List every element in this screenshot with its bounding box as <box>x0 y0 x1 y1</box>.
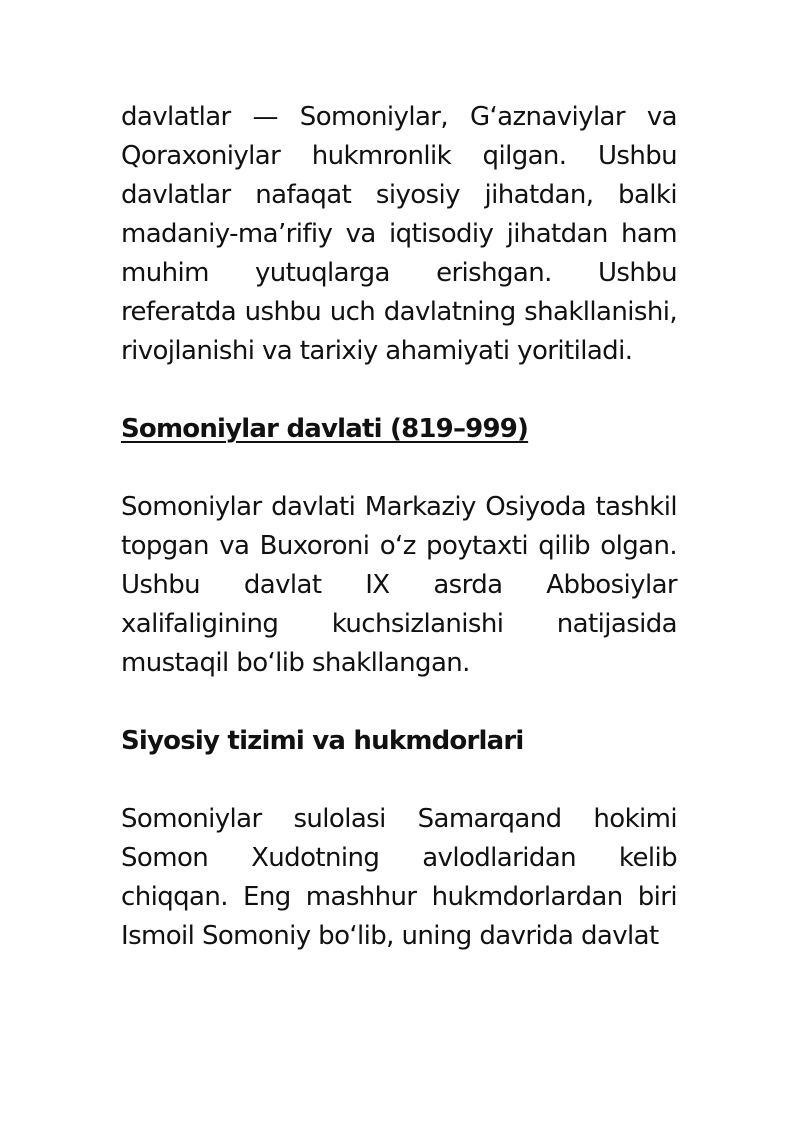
section-heading: Somoniylar davlati (819–999) <box>121 414 529 444</box>
subsection-paragraph: Somoniylar sulolasi Samarqand hokimi Somon Xudotning avlodlaridan kelib chiqqan. Eng mashhur hukmdorlardan biri Ismoil Somoniy bo‘lib, uning davrida davlat <box>121 804 677 951</box>
intro-paragraph: davlatlar — Somoniylar, G‘aznaviylar va Qoraxoniylar hukmronlik qilgan. Ushbu davlatlar nafaqat siyosiy jihatdan, balki madaniy-ma’rifiy va iqtisodiy jihatdan ham muhim yutuqlarga erishgan. Ushbu referatda ushbu uch davlatning shakllanishi, rivojlanishi va tarixiy ahamiyati yoritiladi. <box>121 102 677 366</box>
document-page <box>121 98 677 956</box>
section-paragraph: Somoniylar davlati Markaziy Osiyoda tashkil topgan va Buxoroni o‘z poytaxti qilib olgan. Ushbu davlat IX asrda Abbosiylar xalifaligining kuchsizlanishi natijasida mustaqil bo‘lib shakllangan. <box>121 492 677 678</box>
subsection-heading: Siyosiy tizimi va hukmdorlari <box>121 726 524 756</box>
